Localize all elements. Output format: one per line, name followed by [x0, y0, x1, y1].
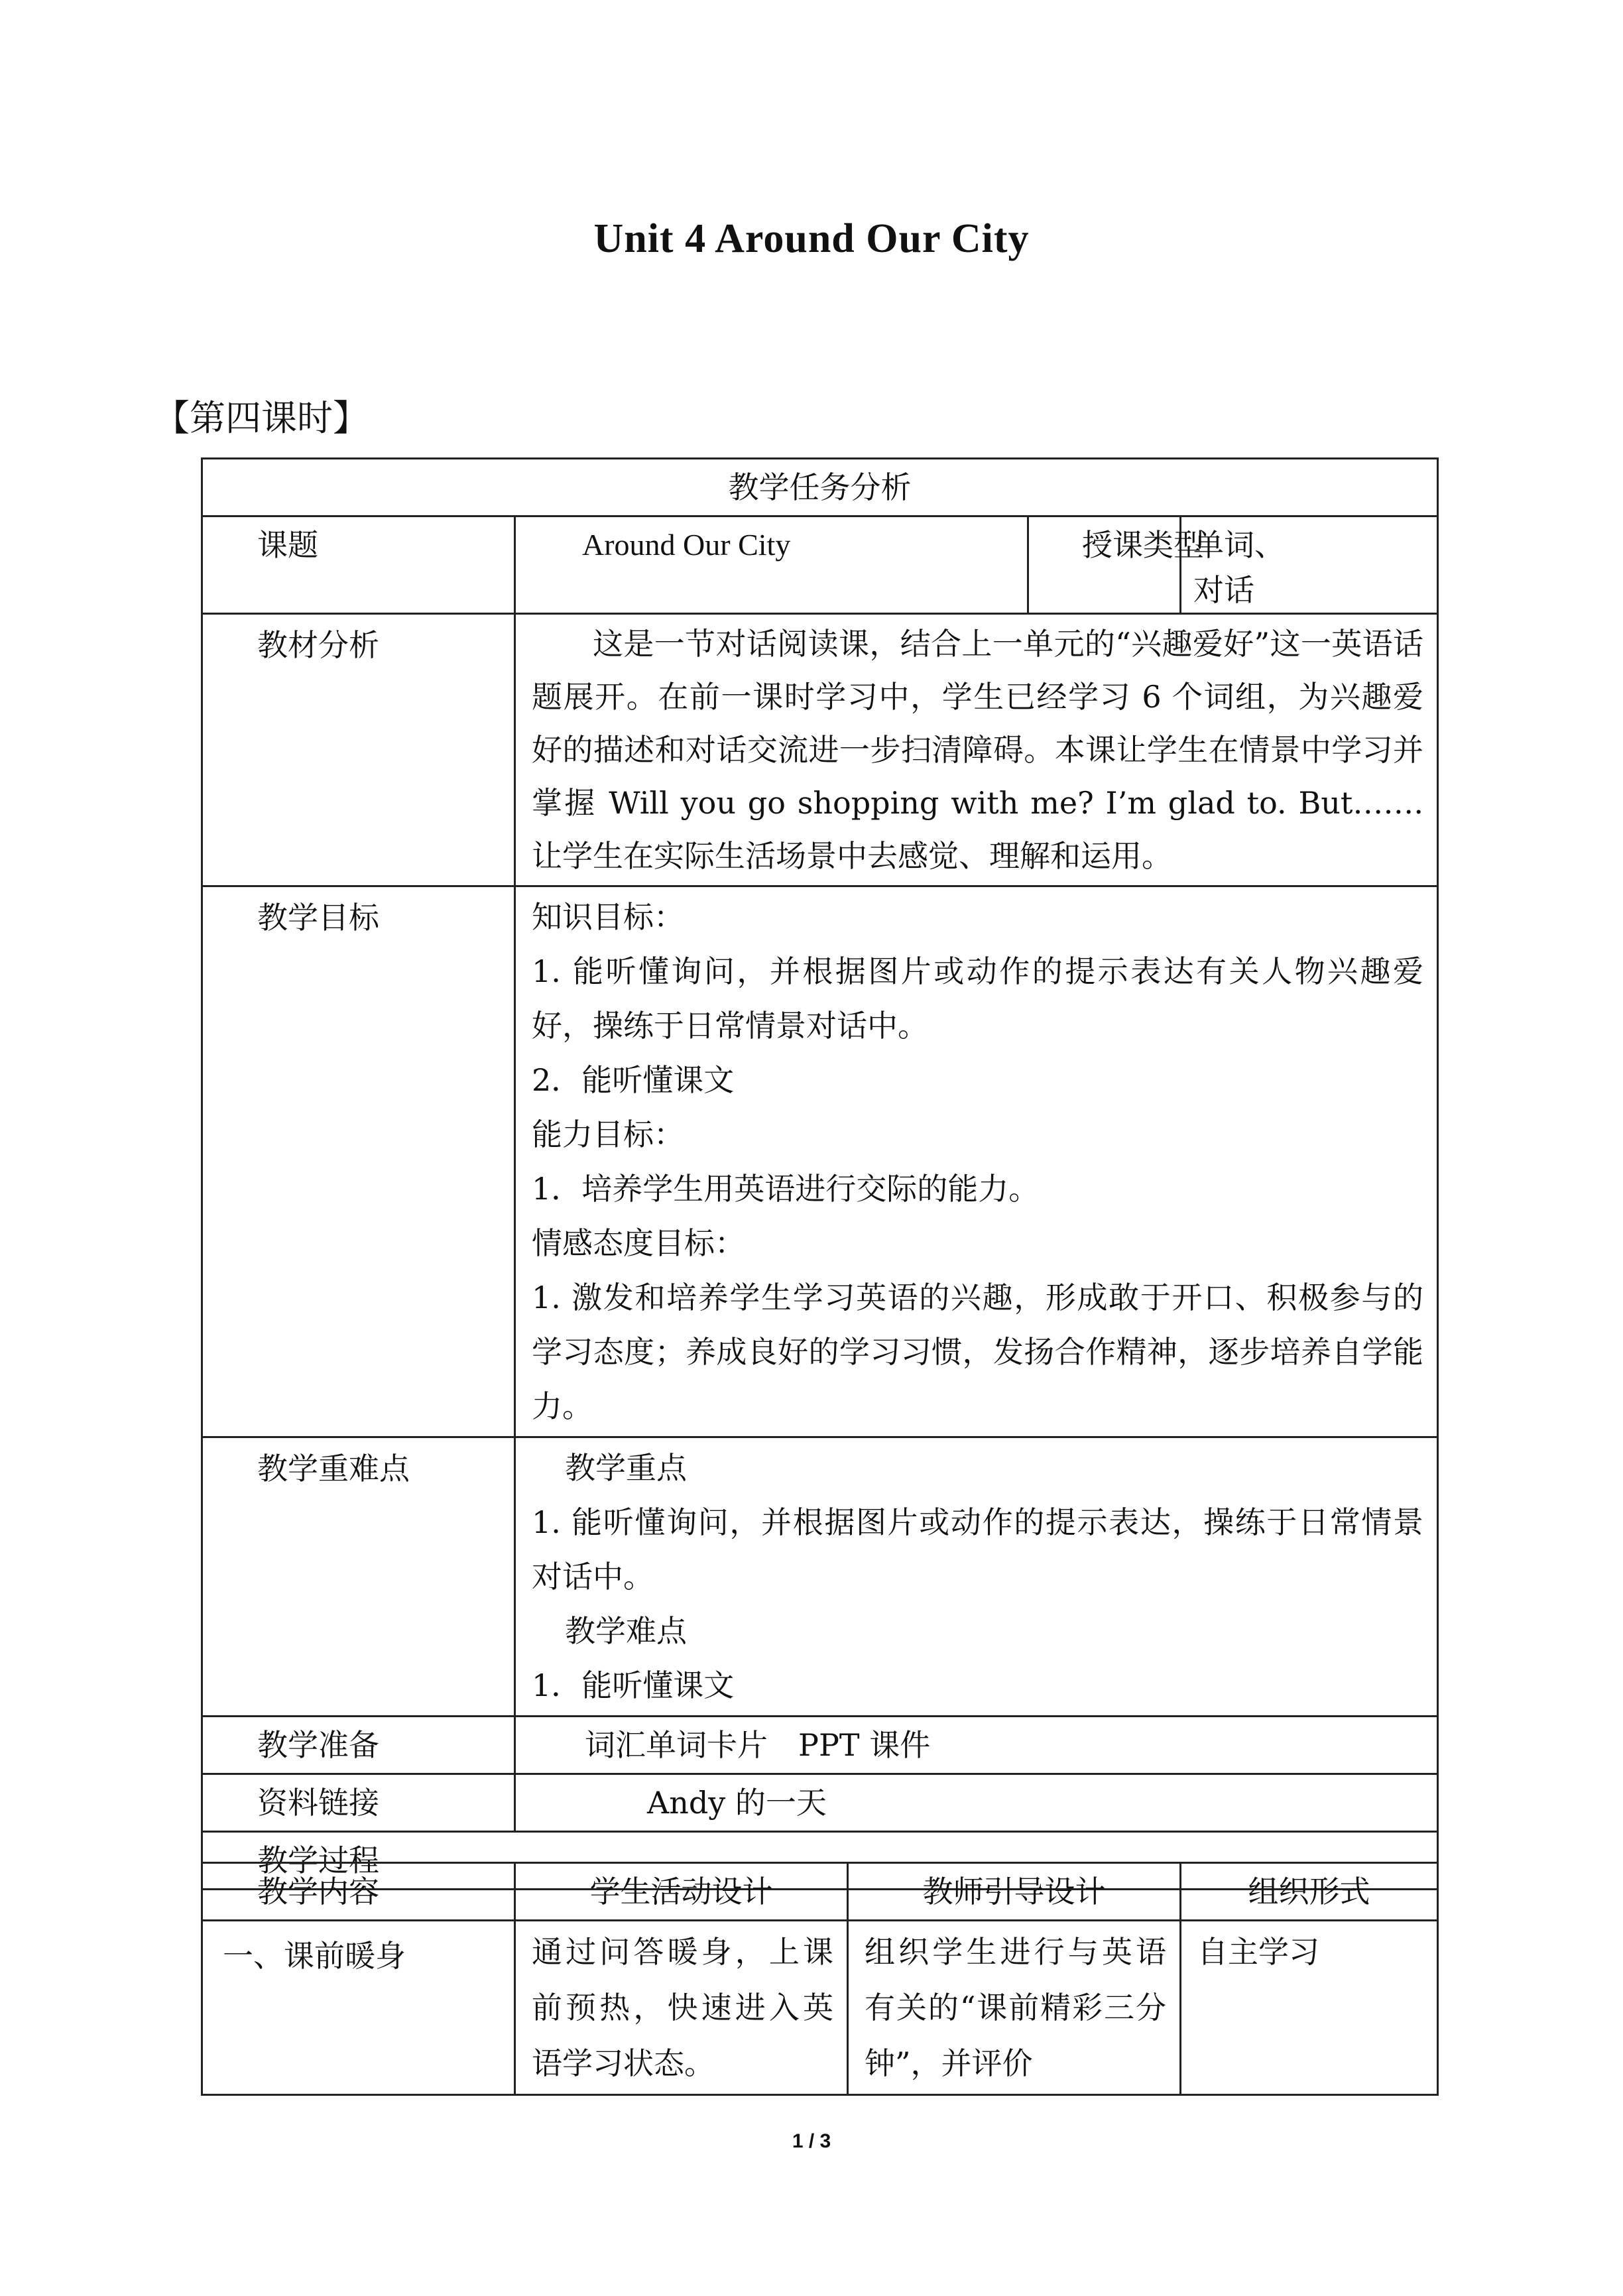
process-table [201, 1862, 1439, 2096]
col-form: 组织形式 [1181, 1863, 1438, 1921]
section-header-row [202, 459, 1438, 516]
difficulty-item-1: 1．能听懂课文 [532, 1667, 735, 1703]
type-label [1028, 516, 1204, 614]
knowledge-title: 知识目标： [532, 899, 684, 935]
row-student: 通过问答暖身，上课前预热，快速进入英语学习状态。 [515, 1921, 848, 2095]
row-teacher: 组织学生进行与英语有关的“课前精彩三分钟”，并评价 [848, 1921, 1181, 2095]
type-value-line1: 单词、 [1193, 527, 1285, 563]
topic-value: Around Our City [515, 516, 1028, 614]
type-label-text: 授课类型 [1082, 527, 1204, 563]
process-label: 教学过程 [202, 1832, 1438, 1890]
topic-row [202, 516, 1438, 614]
analysis-label: 教材分析 [202, 614, 515, 886]
section-header: 教学任务分析 [202, 459, 1438, 516]
knowledge-item-1: 1. 能听懂询问，并根据图片或动作的提示表达有关人物兴趣爱好，操练于日常情景对话中。 [532, 953, 1424, 1044]
table-row [202, 1921, 1438, 2095]
page-number: 1 / 3 [792, 2130, 831, 2152]
difficulty-title: 教学难点 [565, 1613, 687, 1649]
row-form: 自主学习 [1181, 1921, 1438, 2095]
goals-label: 教学目标 [202, 886, 515, 1437]
analysis-row [202, 614, 1438, 886]
knowledge-item-2: 2．能听懂课文 [532, 1062, 735, 1098]
topic-label: 课题 [202, 516, 515, 614]
process-header-row [202, 1863, 1438, 1921]
ability-title: 能力目标： [532, 1117, 684, 1152]
link-label: 资料链接 [202, 1774, 515, 1832]
goals-content [515, 886, 1438, 1437]
key-row [202, 1437, 1438, 1717]
prep-row [202, 1717, 1438, 1774]
col-teacher: 教师引导设计 [848, 1863, 1181, 1921]
key-content [515, 1437, 1438, 1717]
emotion-item-1: 1. 激发和培养学生学习英语的兴趣，形成敢于开口、积极参与的学习态度；养成良好的学习习惯，发扬合作精神，逐步培养自学能力。 [532, 1280, 1424, 1424]
emotion-title: 情感态度目标： [532, 1225, 745, 1261]
analysis-text: 这是一节对话阅读课，结合上一单元的“兴趣爱好”这一英语话题展开。在前一课时学习中，学生已经学习 6 个词组，为兴趣爱好的描述和对话交流进一步扫清障碍。本课让学生在情景中学习并掌握 Will you go shopping with me? I’m glad to. But…….让学生在实际生活场景中去感觉、理解和运用。 [515, 614, 1438, 886]
col-student: 学生活动设计 [515, 1863, 848, 1921]
document-title: Unit 4 Around Our City [593, 216, 1030, 261]
lesson-plan-table [201, 457, 1439, 1890]
focus-item-1: 1. 能听懂询问，并根据图片或动作的提示表达，操练于日常情景对话中。 [532, 1504, 1424, 1595]
prep-label: 教学准备 [202, 1717, 515, 1774]
type-value [1181, 516, 1438, 614]
focus-title: 教学重点 [565, 1450, 687, 1486]
col-content: 教学内容 [202, 1863, 515, 1921]
lesson-label: 【第四课时】 [154, 397, 369, 439]
goals-row [202, 886, 1438, 1437]
prep-value: 词汇单词卡片 PPT 课件 [515, 1717, 1438, 1774]
link-value: Andy 的一天 [515, 1774, 1438, 1832]
link-row [202, 1774, 1438, 1832]
ability-item-1: 1．培养学生用英语进行交际的能力。 [532, 1171, 1040, 1207]
key-label: 教学重难点 [202, 1437, 515, 1717]
row-content: 一、课前暖身 [202, 1921, 515, 2095]
type-value-line2: 对话 [1193, 572, 1254, 608]
